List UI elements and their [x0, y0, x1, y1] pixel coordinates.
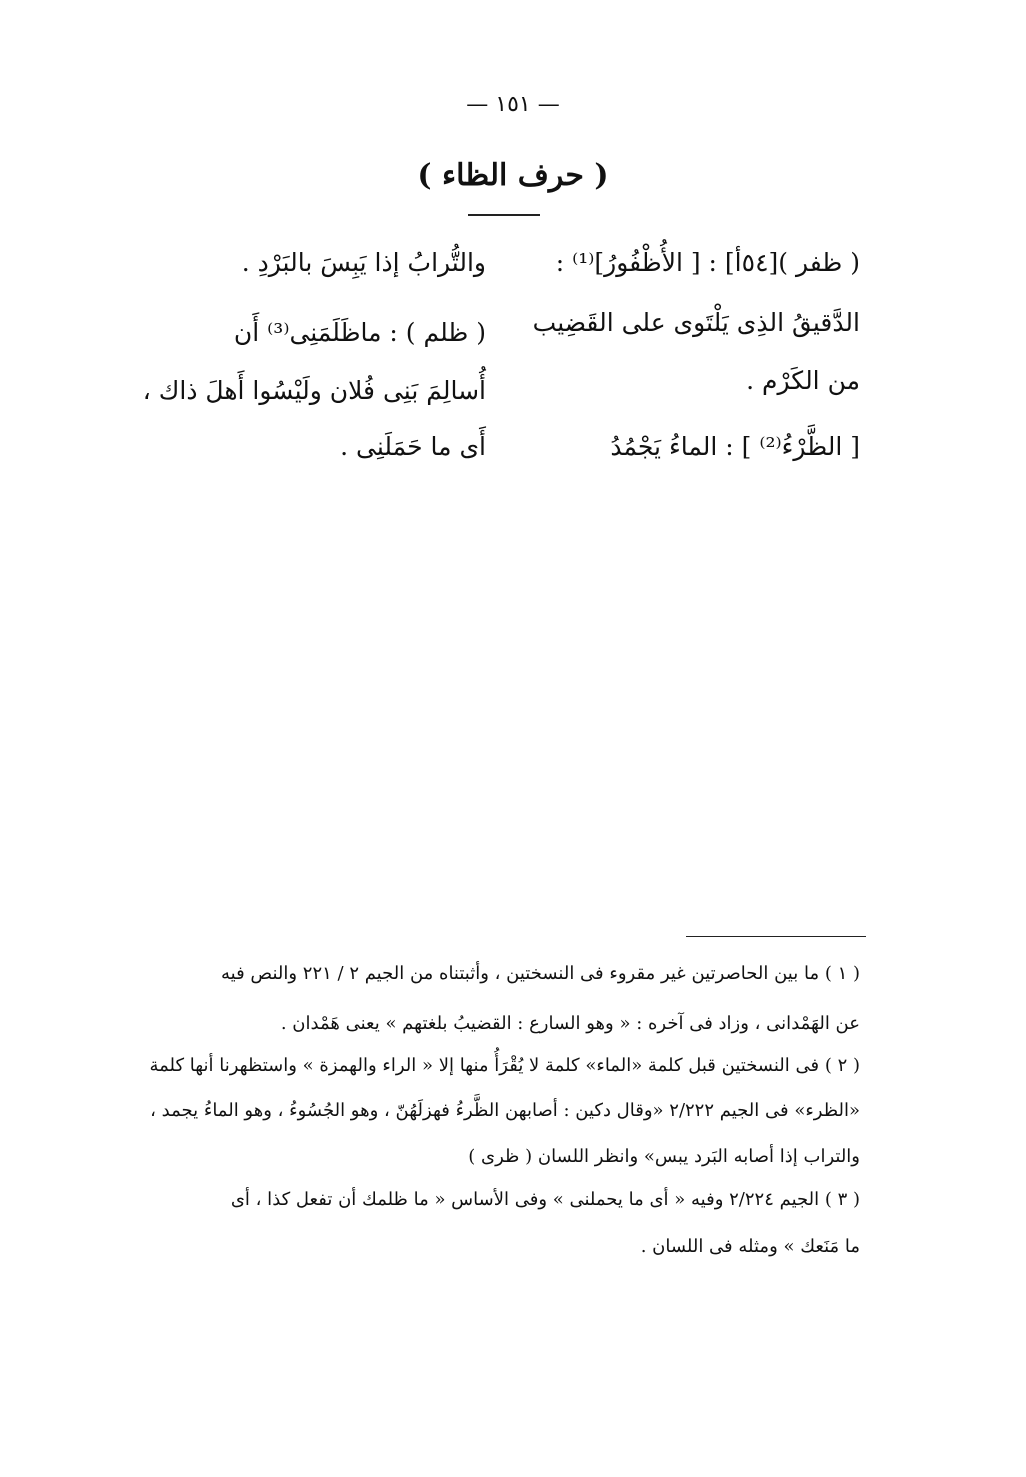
- entry-line-3-left: أُسالِمَ بَنِى فُلان ولَيْسُوا أَهلَ ذاك ،: [142, 376, 486, 405]
- entry-line-3-right: من الكَرْم .: [746, 366, 860, 395]
- entry-line-4-right: [ الظَّرْءُ⁽²⁾ ] : الماءُ يَجْمُدُ: [610, 432, 860, 461]
- entry-line-2-left: ( ظلم ) : ماظَلَمَنِى⁽³⁾ أَن: [233, 318, 486, 347]
- chapter-title: ( حرف الظاء ): [417, 158, 609, 193]
- page-number: — ١٥١ —: [466, 92, 560, 117]
- entry-line-1-left: والتُّرابُ إذا يَبِسَ بالبَرْدِ .: [241, 248, 486, 277]
- footnote-3-line-2: ما مَنَعك » ومثله فى اللسان .: [640, 1236, 860, 1257]
- entry-line-2-right: الدَّقيقُ الذِى يَلْتَوى على القَضِيب: [532, 308, 860, 337]
- footnote-1-line-1: ( ١ ) ما بين الحاصرتين غير مقروء فى النسختين ، وأثبتناه من الجيم ٢ / ٢٢١ والنص فيه: [220, 963, 860, 984]
- footnote-3-line-1: ( ٣ ) الجيم ٢/٢٢٤ وفيه « أى ما يحملنى » وفى الأساس « ما ظلمك أن تفعل كذا ، أى: [230, 1189, 860, 1210]
- footnote-1-line-2: عن الهَمْدانى ، وزاد فى آخره : « وهو السارع : القضيبُ بلغتهم » يعنى هَمْدان .: [280, 1013, 860, 1034]
- footnote-2-line-2: «الظرء» فى الجيم ٢/٢٢٢ «وقال دكين : أصابهن الظَّرءُ فهزلَهُنّ ، وهو الجُسُوءُ ، وهو الماءُ يجمد ،: [150, 1100, 860, 1121]
- entry-line-1-right: ( ظفر )[٥٤أ] : [ الأُظْفُورُ]⁽¹⁾ :: [555, 248, 860, 277]
- footnote-2-line-3: والتراب إذا أصابه البَرد يبس» وانظر اللسان ( ظرى ): [468, 1146, 860, 1167]
- footnote-2-line-1: ( ٢ ) فى النسختين قبل كلمة «الماء» كلمة لا يُقْرَأُ منها إلا « الراء والهمزة » واستظهرنا أنها كلمة: [149, 1055, 860, 1076]
- title-divider: [468, 214, 540, 216]
- entry-line-4-left: أَى ما حَمَلَنِى .: [340, 432, 486, 461]
- footnote-separator: [686, 936, 866, 937]
